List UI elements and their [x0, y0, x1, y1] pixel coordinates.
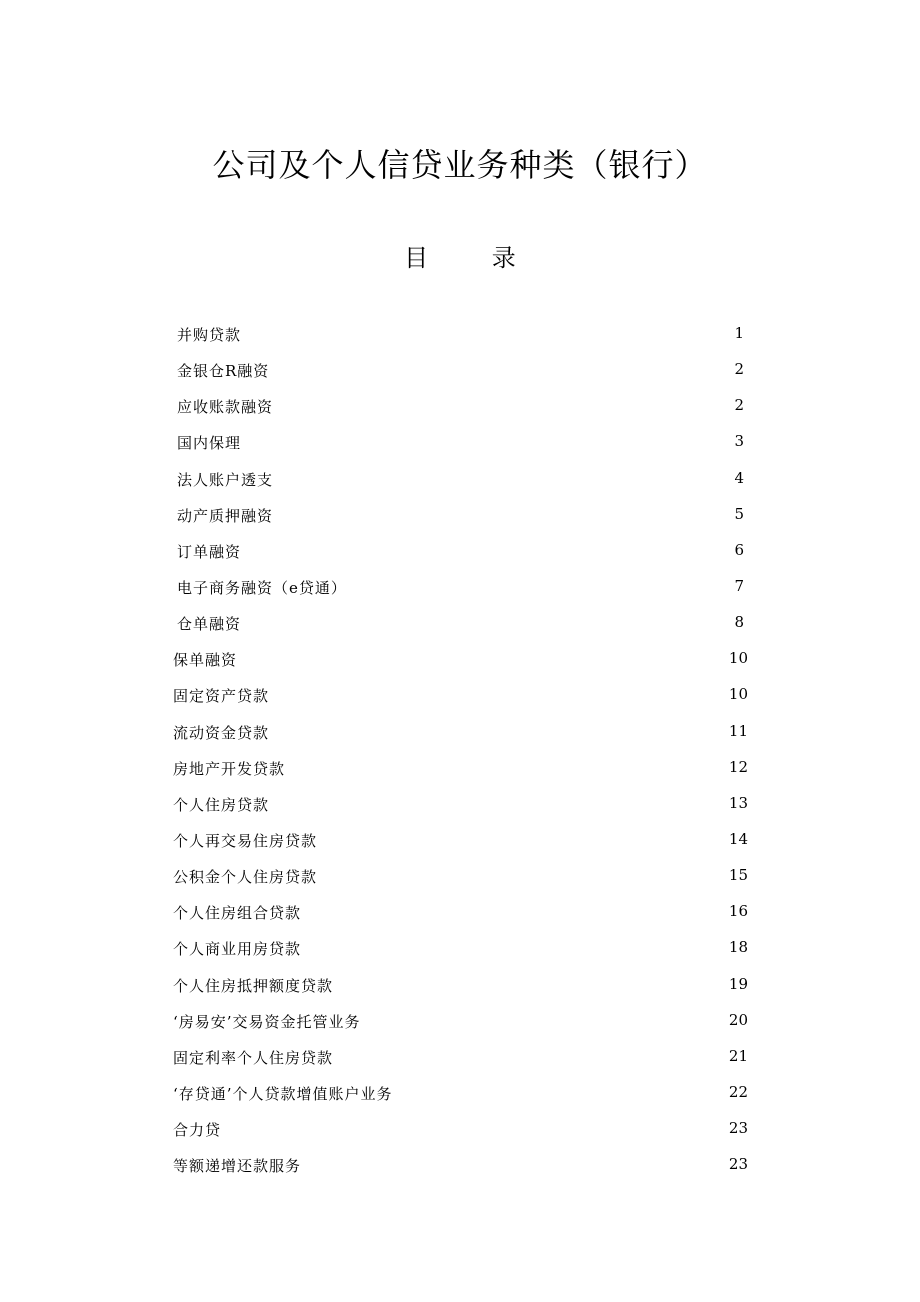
toc-entry[interactable] — [0, 354, 920, 390]
toc-entry-page: 13 — [728, 793, 748, 812]
toc-entry[interactable] — [0, 1113, 920, 1149]
toc-entry[interactable] — [0, 318, 920, 354]
toc-entry-page: 14 — [728, 829, 748, 848]
toc-entry[interactable] — [0, 1149, 920, 1185]
toc-entry-page: 2 — [734, 360, 744, 379]
toc-entry-page: 15 — [728, 866, 748, 885]
table-of-contents — [0, 318, 920, 1185]
toc-entry[interactable] — [0, 1077, 920, 1113]
toc-entry-label: 个人商业用房贷款 — [173, 940, 302, 959]
toc-entry-label: 固定利率个人住房贷款 — [173, 1048, 334, 1067]
toc-entry-label: 合力贷 — [173, 1121, 222, 1140]
document-title: 公司及个人信贷业务种类（银行） — [212, 146, 708, 184]
toc-entry[interactable] — [0, 824, 920, 860]
toc-entry-page: 1 — [734, 324, 744, 342]
toc-entry-label: 法人账户透支 — [177, 470, 274, 489]
toc-entry-page: 22 — [728, 1082, 748, 1101]
toc-entry-page: 18 — [728, 938, 748, 957]
toc-entry[interactable] — [0, 426, 920, 462]
toc-entry-page: 11 — [728, 721, 748, 740]
toc-entry[interactable] — [0, 752, 920, 788]
toc-entry-page: 19 — [728, 974, 748, 993]
toc-entry[interactable] — [0, 860, 920, 896]
toc-entry-label: 个人住房组合贷款 — [173, 904, 302, 923]
toc-entry-label: 国内保理 — [177, 434, 242, 453]
toc-entry-page: 20 — [728, 1010, 748, 1029]
toc-entry[interactable] — [0, 535, 920, 571]
toc-entry[interactable] — [0, 896, 920, 932]
toc-entry-label: ‘房易安’交易资金托管业务 — [173, 1012, 361, 1031]
toc-entry-label: ‘存贷通’个人贷款增值账户业务 — [173, 1084, 393, 1103]
toc-entry[interactable] — [0, 499, 920, 535]
toc-entry[interactable] — [0, 679, 920, 715]
toc-entry-label: 保单融资 — [173, 651, 238, 670]
toc-entry-page: 2 — [734, 396, 744, 415]
toc-entry[interactable] — [0, 390, 920, 426]
toc-entry-label: 动产质押融资 — [177, 506, 274, 525]
toc-entry-page: 16 — [728, 902, 748, 921]
toc-entry[interactable] — [0, 643, 920, 679]
toc-entry-page: 6 — [734, 540, 744, 559]
toc-entry-page: 23 — [728, 1119, 748, 1138]
toc-entry-page: 8 — [734, 613, 744, 632]
toc-entry-label: 金银仓R融资 — [177, 362, 270, 381]
toc-entry-label: 个人住房抵押额度贷款 — [173, 976, 334, 995]
toc-entry-label: 流动资金贷款 — [173, 723, 270, 742]
toc-entry-label: 电子商务融资（e贷通） — [177, 578, 347, 597]
toc-entry[interactable] — [0, 1005, 920, 1041]
toc-heading: 目 录 — [404, 244, 544, 272]
toc-entry[interactable] — [0, 932, 920, 968]
toc-entry-label: 公积金个人住房贷款 — [173, 868, 318, 887]
toc-entry-label: 并购贷款 — [177, 326, 242, 344]
toc-entry-page: 4 — [734, 468, 744, 487]
toc-entry[interactable] — [0, 463, 920, 499]
toc-entry-label: 应收账款融资 — [177, 398, 274, 417]
toc-entry[interactable] — [0, 716, 920, 752]
toc-entry-label: 个人住房贷款 — [173, 795, 270, 814]
toc-entry[interactable] — [0, 969, 920, 1005]
toc-entry[interactable] — [0, 788, 920, 824]
toc-entry-page: 21 — [728, 1046, 748, 1065]
toc-entry-label: 仓单融资 — [177, 615, 242, 634]
toc-entry-label: 房地产开发贷款 — [173, 759, 286, 778]
toc-entry-label: 固定资产贷款 — [173, 687, 270, 706]
toc-entry-page: 7 — [734, 576, 744, 595]
toc-entry[interactable] — [0, 571, 920, 607]
toc-entry-page: 3 — [734, 432, 744, 451]
toc-entry-label: 订单融资 — [177, 542, 242, 561]
toc-entry-page: 10 — [728, 685, 748, 704]
toc-entry-label: 等额递增还款服务 — [173, 1157, 302, 1176]
toc-entry-page: 5 — [734, 504, 744, 523]
toc-entry[interactable] — [0, 1041, 920, 1077]
toc-entry-page: 12 — [728, 757, 748, 776]
toc-entry-page: 23 — [728, 1155, 748, 1174]
toc-entry[interactable] — [0, 607, 920, 643]
toc-entry-label: 个人再交易住房贷款 — [173, 831, 318, 850]
toc-entry-page: 10 — [728, 649, 748, 668]
